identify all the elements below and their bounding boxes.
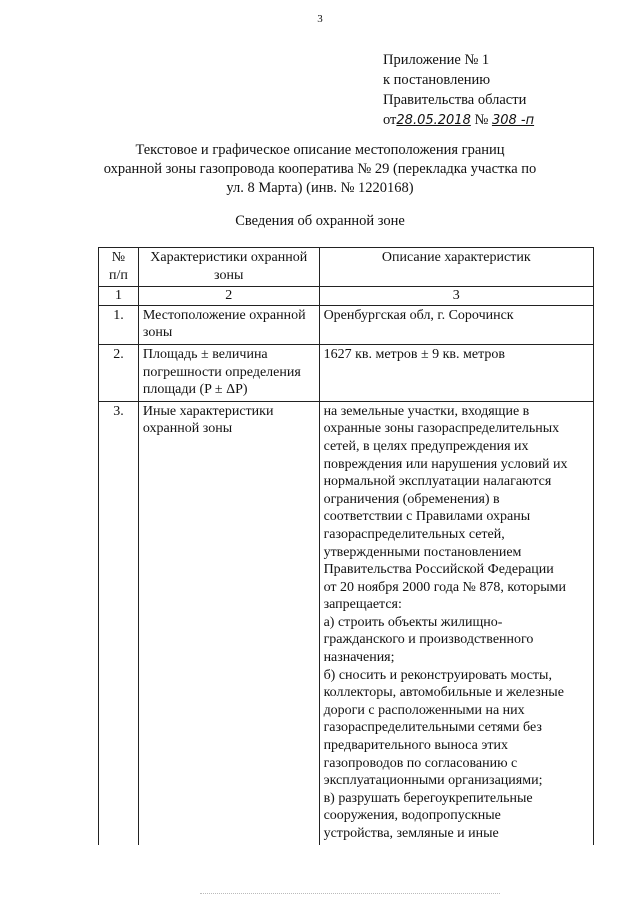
row-description-line: сооружения, водопропускные [323, 808, 501, 824]
appendix-line-3: Правительства области [383, 92, 527, 108]
header-number-line-1: № [111, 250, 126, 265]
title-line-1: Текстовое и графическое описание местоположения границ [135, 142, 505, 158]
row-description-line: эксплуатационными организациями; [323, 773, 543, 789]
row-description-line: ограничения (обременения) в [323, 491, 500, 507]
appendix-line-1: Приложение № 1 [383, 52, 490, 68]
row-description-line: устройства, земляные и иные [323, 826, 499, 841]
row-number: 3. [99, 401, 139, 844]
row-number: 2. [99, 344, 139, 401]
row-description-line: коллекторы, автомобильные и железные [323, 685, 564, 701]
appendix-date-line [383, 110, 534, 131]
row-description-line: Оренбургская обл, г. Сорочинск [323, 307, 514, 323]
title-line-3: ул. 8 Марта) (инв. № 1220168) [226, 180, 414, 196]
from-label: от [383, 112, 397, 128]
row-description-line: газораспределительных сетей, [323, 526, 505, 542]
column-index-1: 1 [99, 287, 139, 306]
row-characteristic-line: Иные характеристики [142, 403, 274, 419]
row-description [319, 344, 593, 401]
scan-footer-artifact [200, 893, 500, 897]
table-row [99, 401, 594, 844]
header-characteristics-line-2: зоны [214, 267, 244, 283]
row-description-line: сетей, в целях предупреждения их [323, 438, 529, 454]
row-description-line: Правительства Российской Федерации [323, 562, 554, 578]
row-description-line: от 20 ноября 2000 года № 878, которыми [323, 579, 567, 595]
row-characteristic-line: зоны [142, 325, 173, 341]
handwritten-number: 308 -п [491, 113, 535, 128]
row-characteristic [138, 305, 319, 344]
row-characteristic [138, 344, 319, 401]
table-row [99, 305, 594, 344]
row-characteristic-line: охранной зоны [142, 421, 233, 437]
row-description-line: в) разрушать берегоукрепительные [323, 790, 533, 806]
row-description-line: дороги с расположенными на них [323, 702, 525, 718]
row-description-line: назначения; [323, 650, 395, 666]
title-line-2: охранной зоны газопровода кооператива № 29 (перекладка участка по [103, 161, 537, 177]
column-index-2: 2 [138, 287, 319, 306]
row-description-line: повреждения или нарушения условий их [323, 456, 568, 472]
row-characteristic [138, 401, 319, 844]
header-description: Описание характеристик [319, 248, 593, 287]
handwritten-date: 28.05.2018 [396, 113, 471, 128]
row-description [319, 401, 593, 844]
row-description-line: б) сносить и реконструировать мосты, [323, 667, 552, 683]
row-description-line: охранные зоны газораспределительных [323, 421, 560, 437]
zone-info-table [98, 247, 594, 845]
column-index-3: 3 [319, 287, 593, 306]
row-number: 1. [99, 305, 139, 344]
header-characteristics [138, 248, 319, 287]
row-description-line: запрещается: [323, 597, 402, 613]
row-characteristic-line: погрешности определения [142, 364, 301, 380]
appendix-line-2: к постановлению [383, 72, 491, 88]
row-description-line: а) строить объекты жилищно- [323, 614, 503, 630]
row-characteristic-line: Местоположение охранной [142, 307, 306, 323]
row-description-line: соответствии с Правилами охраны [323, 509, 531, 525]
row-description-line: гражданского и производственного [323, 632, 534, 648]
table-row [99, 344, 594, 401]
number-label: № [474, 112, 489, 128]
row-description [319, 305, 593, 344]
row-description-line: утвержденными постановлением [323, 544, 522, 560]
header-characteristics-line-1: Характеристики охранной [150, 250, 308, 265]
header-number [99, 248, 139, 287]
page-number: 3 [317, 13, 323, 25]
header-number-line-2: п/п [109, 267, 128, 283]
table-header-row [99, 248, 594, 287]
section-title: Сведения об охранной зоне [235, 213, 405, 229]
row-description-line: газораспределительными сетями без [323, 720, 542, 736]
row-characteristic-line: площади (P ± ΔP) [142, 382, 248, 398]
appendix-block [383, 50, 534, 131]
row-description-line: газопроводов по согласованию с [323, 755, 518, 771]
row-description-line: 1627 кв. метров ± 9 кв. метров [323, 346, 506, 362]
column-index-row [99, 287, 594, 306]
row-description-line: предварительного выноса этих [323, 738, 509, 754]
row-description-line: на земельные участки, входящие в [323, 403, 530, 419]
document-title [60, 141, 580, 198]
row-characteristic-line: Площадь ± величина [142, 346, 268, 362]
row-description-line: нормальной эксплуатации налагаются [323, 474, 552, 490]
